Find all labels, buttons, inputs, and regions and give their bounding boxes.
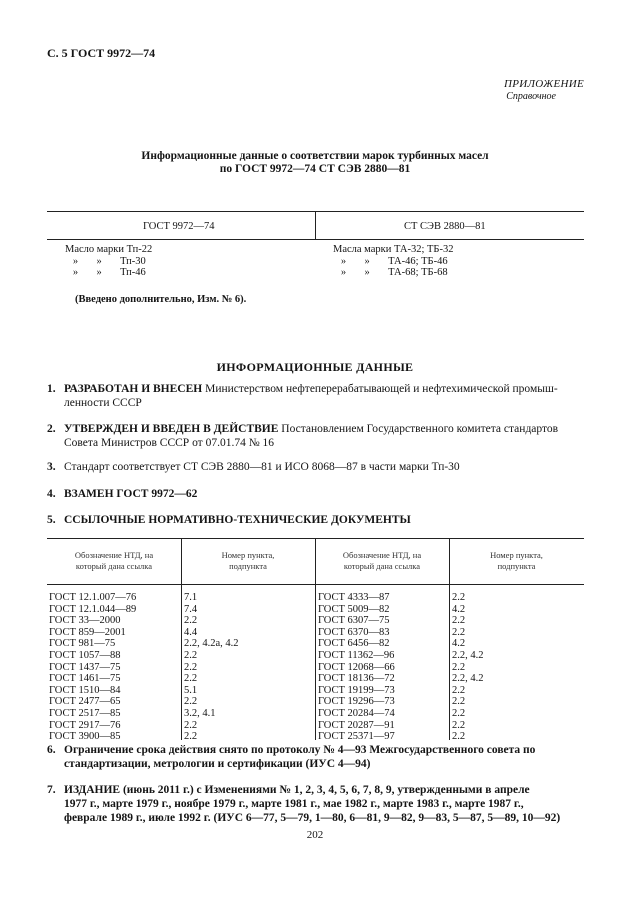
table1-right-row: Масла марки ТА-32; ТБ-32 <box>333 244 454 255</box>
table-cell: ГОСТ 18136—72 <box>318 673 395 685</box>
header-line: который дана ссылка <box>343 561 421 571</box>
item-7-lead: ИЗДАНИЕ <box>64 784 121 796</box>
table-cell: 2.2 <box>184 731 198 743</box>
table-cell: ГОСТ 1510—84 <box>49 684 121 696</box>
header-line: Обозначение НТД, на <box>74 550 154 560</box>
appendix-label: ПРИЛОЖЕНИЕ <box>504 78 584 90</box>
table-cell: ГОСТ 2517—85 <box>49 707 121 719</box>
title-line-2: по ГОСТ 9972—74 СТ СЭВ 2880—81 <box>219 163 411 175</box>
table-cell: ГОСТ 4333—87 <box>318 592 390 603</box>
item-6-text-cont: стандартизации, метрологии и сертификации (ИУС 4—94) <box>64 758 371 770</box>
item-1-text-cont: ленности СССР <box>64 397 142 409</box>
table-cell: ГОСТ 1437—75 <box>49 661 121 673</box>
header-line: который дана ссылка <box>75 561 153 571</box>
table-cell: 2.2 <box>452 684 466 696</box>
table-header-rule <box>47 239 584 240</box>
table-cell: 7.4 <box>184 603 198 615</box>
table-cell: 4.2 <box>452 638 466 650</box>
info-section-title: ИНФОРМАЦИОННЫЕ ДАННЫЕ <box>216 360 414 374</box>
table-cell: ГОСТ 5009—82 <box>318 603 390 615</box>
info-item-1 <box>47 382 584 410</box>
left-docs-column <box>49 592 136 743</box>
item-7-text: (июнь 2011 г.) с Изменениями № 1, 2, 3, 4, 5, 6, 7, 8, 9, утвержденными в апреле <box>120 784 530 796</box>
reference-documents-table <box>47 538 584 743</box>
item-number: 4. <box>47 488 56 500</box>
table2-header-doc <box>315 550 449 572</box>
table-cell: 2.2, 4.2а, 4.2 <box>184 638 239 650</box>
header-line: Обозначение НТД, на <box>342 550 422 560</box>
table-cell: 2.2, 4.2 <box>452 649 484 661</box>
table-cell: ГОСТ 859—2001 <box>49 626 126 638</box>
left-items-column <box>184 592 239 743</box>
table-cell: 4.4 <box>184 626 198 638</box>
item-4-text: ВЗАМЕН ГОСТ 9972—62 <box>64 488 198 500</box>
right-items-column <box>452 592 484 743</box>
table-cell: 2.2 <box>452 626 466 638</box>
table-cell: 7.1 <box>184 592 198 603</box>
table-cell: 2.2 <box>452 615 466 627</box>
table-cell: 2.2 <box>452 731 466 743</box>
item-2-text: Постановлением Государственного комитета стандартов <box>278 423 559 435</box>
table-cell: ГОСТ 25371—97 <box>318 731 395 743</box>
table1-left-row: Масло марки Тп-22 <box>65 244 153 255</box>
table-cell: ГОСТ 19199—73 <box>318 684 395 696</box>
table-cell: 4.2 <box>452 603 466 615</box>
table-cell: ГОСТ 19296—73 <box>318 696 395 708</box>
table-cell: 2.2 <box>184 696 198 708</box>
table-cell: 2.2 <box>184 661 198 673</box>
item-5-text: ССЫЛОЧНЫЕ НОРМАТИВНО-ТЕХНИЧЕСКИЕ ДОКУМЕНТЫ <box>64 514 411 526</box>
info-item-7 <box>47 783 584 825</box>
table-cell: 3.2, 4.1 <box>184 707 216 719</box>
table1-header-gost: ГОСТ 9972—74 <box>143 221 215 232</box>
item-7-text-cont: 1977 г., марте 1979 г., ноябре 1979 г., марте 1981 г., мае 1982 г., марте 1983 г., марте 1987 г., <box>64 798 524 810</box>
table-cell: 2.2, 4.2 <box>452 673 484 685</box>
item-number: 6. <box>47 744 56 756</box>
item-2-lead: УТВЕРЖДЕН И ВВЕДЕН В ДЕЙСТВИЕ <box>64 423 279 435</box>
item-1-lead: РАЗРАБОТАН И ВНЕСЕН <box>64 383 203 395</box>
table-cell: ГОСТ 12.1.007—76 <box>49 592 137 603</box>
table-cell: 2.2 <box>184 649 198 661</box>
table-cell: ГОСТ 6307—75 <box>318 615 390 627</box>
page-number: 202 <box>306 829 324 841</box>
table-cell: ГОСТ 20287—91 <box>318 719 395 731</box>
table-cell: ГОСТ 33—2000 <box>49 615 121 627</box>
table-cell: 2.2 <box>184 673 198 685</box>
item-2-text-cont: Совета Министров СССР от 07.01.74 № 16 <box>64 437 275 449</box>
item-number: 1. <box>47 383 56 395</box>
grade-correspondence-table <box>47 211 584 280</box>
table1-right-row: » » ТА-46; ТБ-46 <box>333 255 448 267</box>
table1-right-row: » » ТА-68; ТБ-68 <box>333 267 448 278</box>
table-cell: ГОСТ 20284—74 <box>318 707 395 719</box>
table-cell: 2.2 <box>452 707 466 719</box>
amendment-note: (Введено дополнительно, Изм. № 6). <box>75 294 247 305</box>
info-item-6 <box>47 743 584 771</box>
document-title <box>0 150 630 176</box>
header-line: Номер пункта, <box>221 550 275 560</box>
item-6-text: Ограничение срока действия снято по протоколу № 4—93 Межгосударственного совета по <box>64 744 536 756</box>
page-header: С. 5 ГОСТ 9972—74 <box>47 46 156 60</box>
table2-header-doc <box>47 550 181 572</box>
header-line: Номер пункта, <box>490 550 543 560</box>
table-cell: ГОСТ 6370—83 <box>318 626 390 638</box>
table-cell: ГОСТ 3900—85 <box>49 731 121 743</box>
table-cell: 2.2 <box>452 696 466 708</box>
table2-header-item <box>449 550 584 572</box>
item-3-text: Стандарт соответствует СТ СЭВ 2880—81 и ИСО 8068—87 в части марки Тп-30 <box>64 461 460 473</box>
item-number: 2. <box>47 423 56 435</box>
item-number: 3. <box>47 461 56 473</box>
table-cell: ГОСТ 981—75 <box>49 638 116 650</box>
table-cell: ГОСТ 12.1.044—89 <box>49 603 137 615</box>
table1-header-st-sev: СТ СЭВ 2880—81 <box>404 221 486 232</box>
table-column-divider <box>315 211 316 239</box>
table-cell: ГОСТ 12068—66 <box>318 661 395 673</box>
table-cell: 2.2 <box>184 615 198 627</box>
table-cell: ГОСТ 11362—96 <box>318 649 395 661</box>
table1-left-row: » » Тп-46 <box>65 267 146 278</box>
item-number: 7. <box>47 784 56 796</box>
table-cell: ГОСТ 1461—75 <box>49 673 121 685</box>
table-cell: 2.2 <box>452 719 466 731</box>
table-cell: ГОСТ 2917—76 <box>49 719 121 731</box>
table-cell: 2.2 <box>452 592 466 603</box>
title-line-1: Информационные данные о соответствии марок турбинных масел <box>141 150 489 162</box>
appendix-subtitle: Справочное <box>506 91 556 102</box>
table2-header-item <box>181 550 315 572</box>
header-line: подпункта <box>497 561 536 571</box>
table-cell: ГОСТ 2477—65 <box>49 696 121 708</box>
item-number: 5. <box>47 514 56 526</box>
table-cell: 5.1 <box>184 684 198 696</box>
table1-left-row: » » Тп-30 <box>65 255 146 267</box>
table-cell: ГОСТ 6456—82 <box>318 638 390 650</box>
table-cell: 2.2 <box>452 661 466 673</box>
item-7-text-cont: феврале 1989 г., июле 1992 г. (ИУС 6—77, 5—79, 1—80, 6—81, 9—82, 9—83, 5—87, 5—89, 10—92) <box>64 812 561 824</box>
info-item-2 <box>47 422 584 450</box>
table-cell: ГОСТ 1057—88 <box>49 649 121 661</box>
item-1-text: Министерством нефтеперерабатывающей и нефтехимической промыш- <box>202 383 558 395</box>
table-cell: 2.2 <box>184 719 198 731</box>
right-docs-column <box>318 592 395 743</box>
header-line: подпункта <box>229 561 267 571</box>
